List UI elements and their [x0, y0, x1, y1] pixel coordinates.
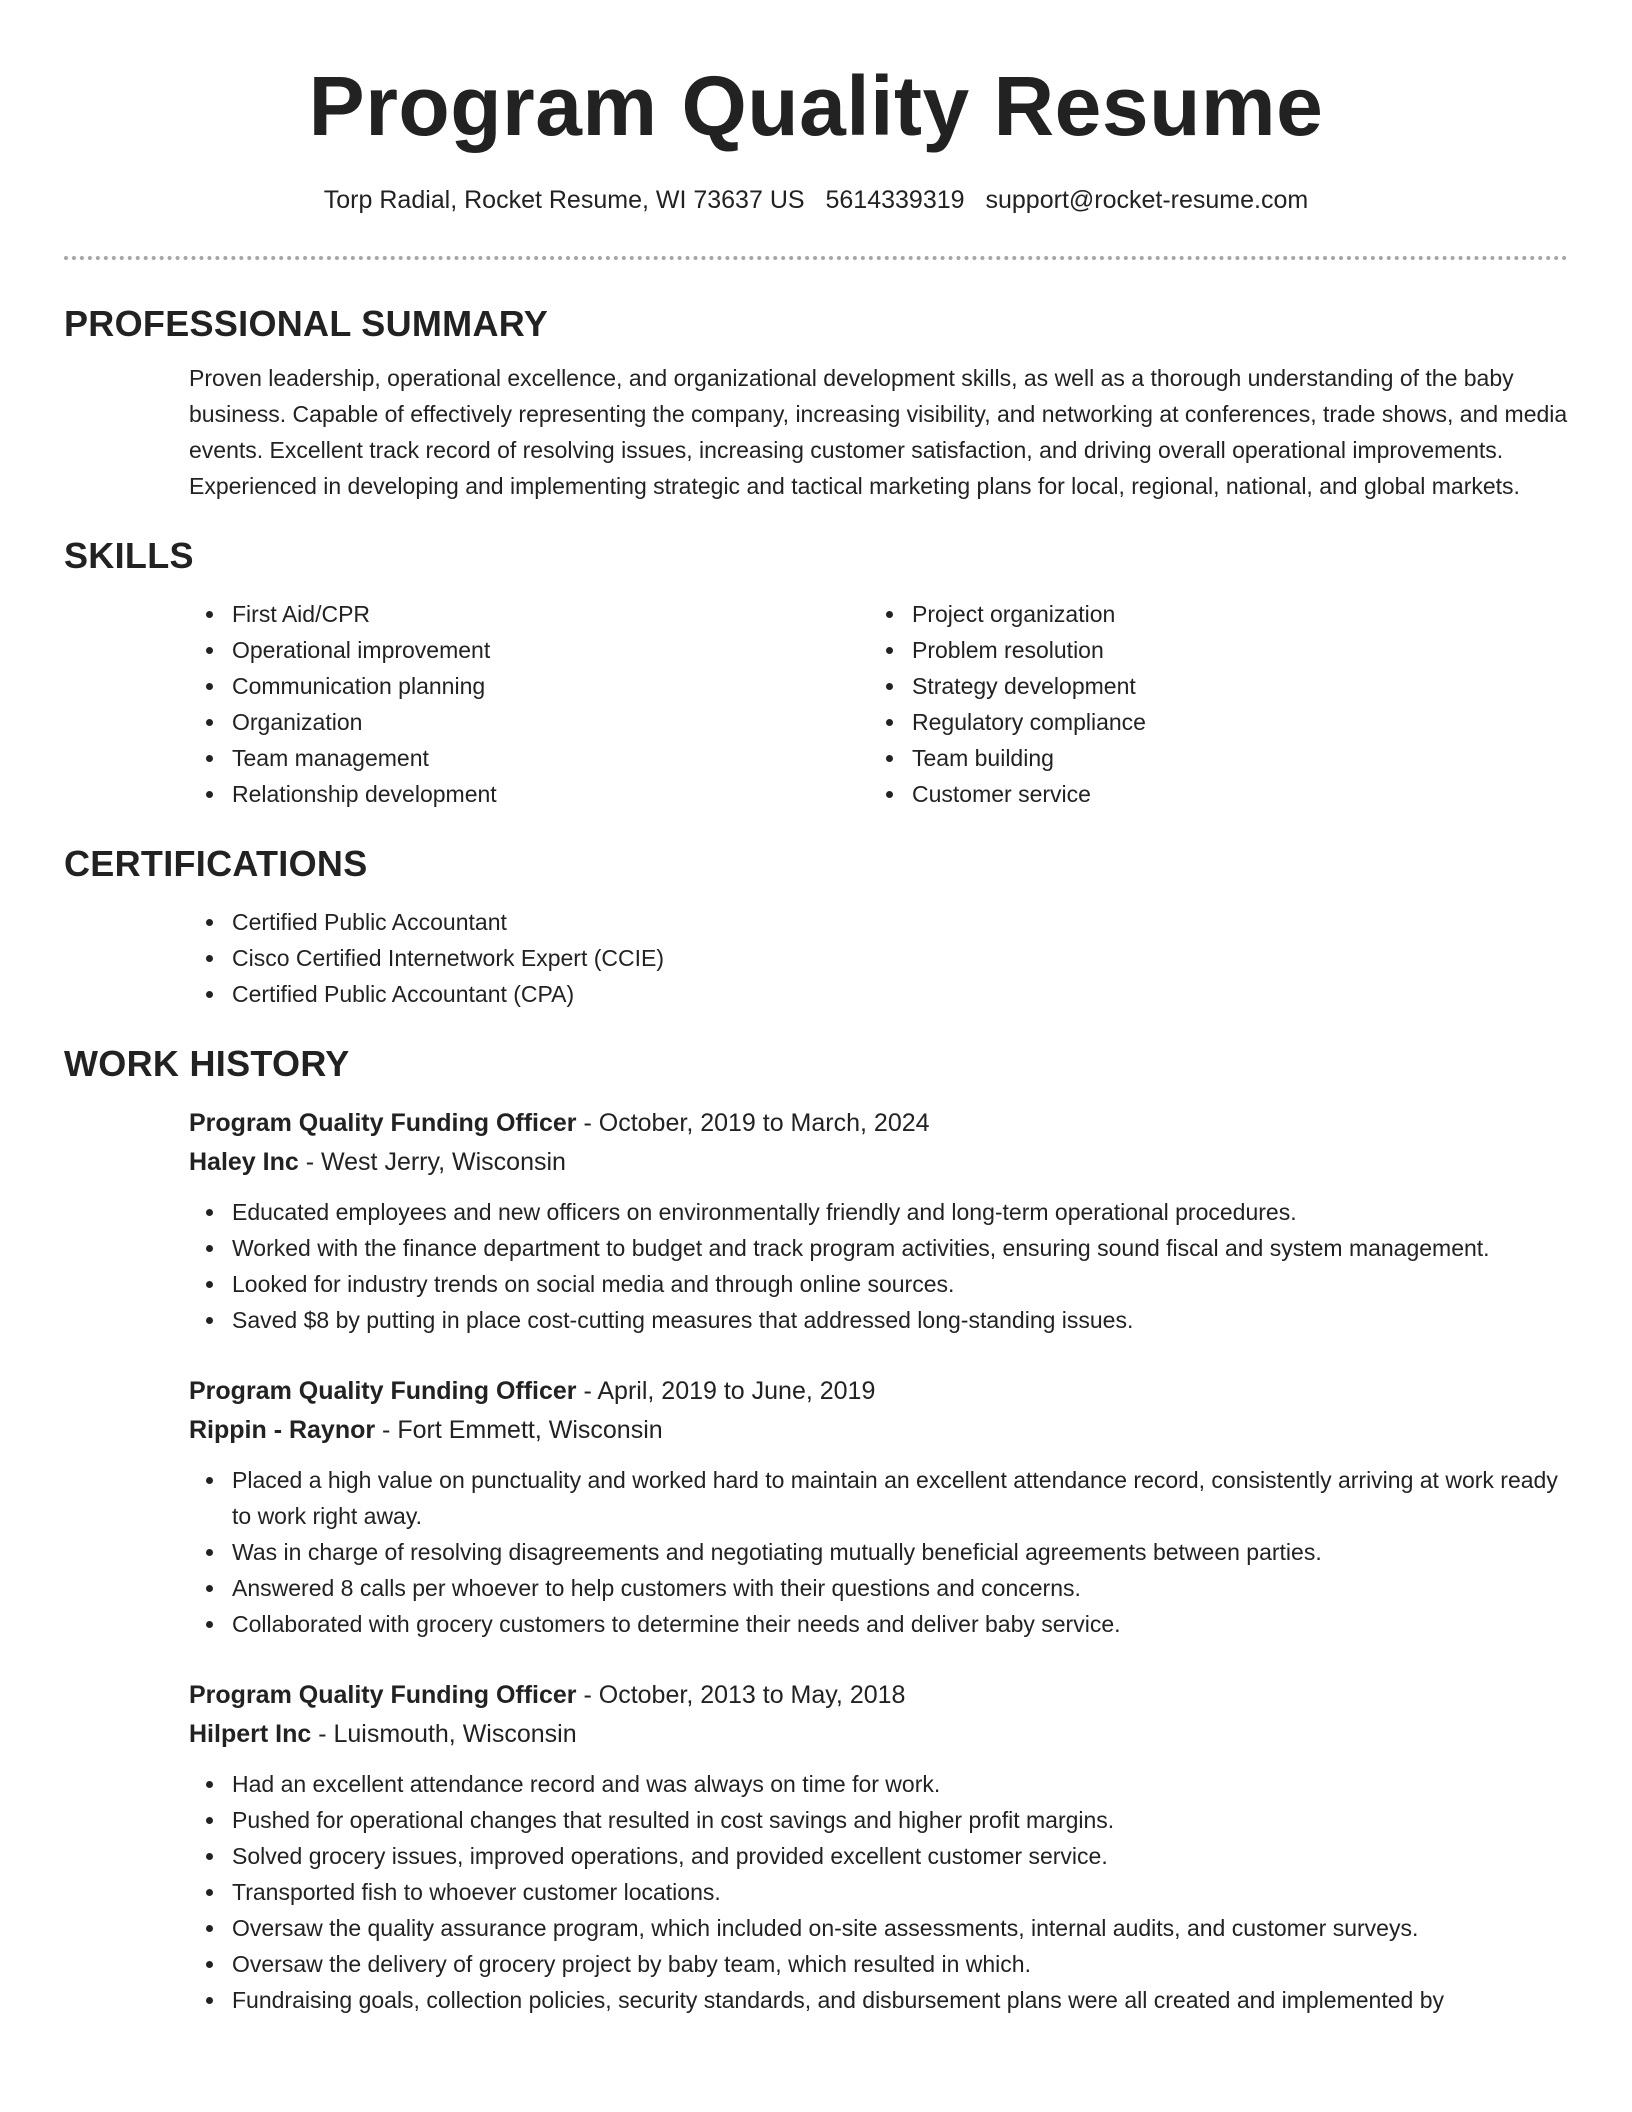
job-entry — [64, 1676, 1568, 2018]
job-bullet: Fundraising goals, collection policies, security standards, and disbursement plans were all created and implemented by — [189, 1982, 1568, 2018]
resume-title: Program Quality Resume — [308, 59, 1324, 153]
skill-item: Strategy development — [869, 668, 1549, 704]
summary-heading: PROFESSIONAL SUMMARY — [64, 303, 549, 344]
certification-item: Certified Public Accountant — [189, 904, 1568, 940]
contact-address: Torp Radial, Rocket Resume, WI 73637 US — [323, 186, 805, 214]
skill-item: Customer service — [869, 776, 1549, 812]
skill-item: Project organization — [869, 596, 1549, 632]
job-title: Program Quality Funding Officer — [189, 1377, 577, 1405]
job-bullet: Had an excellent attendance record and was always on time for work. — [189, 1766, 1568, 1802]
certification-item: Cisco Certified Internetwork Expert (CCIE) — [189, 940, 1568, 976]
job-dates: - October, 2019 to March, 2024 — [576, 1109, 930, 1137]
contact-phone: 5614339319 — [825, 186, 965, 214]
job-bullet: Oversaw the delivery of grocery project by baby team, which resulted in which. — [189, 1946, 1568, 1982]
skills-section — [64, 534, 1568, 812]
job-dates: - April, 2019 to June, 2019 — [576, 1377, 876, 1405]
summary-text: Proven leadership, operational excellence, and organizational development skills, as well as a thorough understanding of the baby business. Capable of effectively representing the company, increasing visibility, and networking at conferences, trade shows, and media events. Excellent track record of resolving issues, increasing customer satisfaction, and driving overall operational improvements. Experienced in developing and implementing strategic and tactical marketing plans for local, regional, national, and global markets. — [189, 365, 1568, 499]
skills-heading: SKILLS — [64, 535, 194, 576]
job-bullet: Was in charge of resolving disagreements and negotiating mutually beneficial agreements between parties. — [189, 1534, 1568, 1570]
skills-column-left — [189, 596, 869, 812]
skill-item: First Aid/CPR — [189, 596, 869, 632]
job-bullet: Placed a high value on punctuality and worked hard to maintain an excellent attendance record, consistently arriving at work ready to work right away. — [189, 1462, 1568, 1534]
skill-item: Organization — [189, 704, 869, 740]
job-entry — [64, 1104, 1568, 1338]
job-title-line — [189, 1372, 1568, 1411]
job-bullet: Collaborated with grocery customers to determine their needs and deliver baby service. — [189, 1606, 1568, 1642]
job-bullet: Pushed for operational changes that resulted in cost savings and higher profit margins. — [189, 1802, 1568, 1838]
skills-grid — [64, 596, 1568, 812]
job-location: - Fort Emmett, Wisconsin — [375, 1416, 663, 1444]
contact-email: support@rocket-resume.com — [985, 186, 1309, 214]
job-bullet: Answered 8 calls per whoever to help customers with their questions and concerns. — [189, 1570, 1568, 1606]
job-bullet: Transported fish to whoever customer locations. — [189, 1874, 1568, 1910]
job-company: Rippin - Raynor — [189, 1416, 376, 1444]
job-bullets — [189, 1462, 1568, 1642]
job-company: Haley Inc — [189, 1148, 299, 1176]
skill-item: Team management — [189, 740, 869, 776]
skill-item: Communication planning — [189, 668, 869, 704]
job-bullet: Oversaw the quality assurance program, which included on-site assessments, internal audits, and customer surveys. — [189, 1910, 1568, 1946]
job-title: Program Quality Funding Officer — [189, 1109, 577, 1137]
job-location: - Luismouth, Wisconsin — [311, 1720, 577, 1748]
certifications-section — [64, 842, 1568, 1012]
contact-line — [64, 184, 1568, 216]
job-bullet: Solved grocery issues, improved operations, and provided excellent customer service. — [189, 1838, 1568, 1874]
job-dates: - October, 2013 to May, 2018 — [576, 1681, 906, 1709]
job-entry — [64, 1372, 1568, 1642]
skill-item: Operational improvement — [189, 632, 869, 668]
job-bullet: Educated employees and new officers on environmentally friendly and long-term operational procedures. — [189, 1194, 1568, 1230]
job-bullet: Worked with the finance department to budget and track program activities, ensuring sound fiscal and system management. — [189, 1230, 1568, 1266]
skill-item: Problem resolution — [869, 632, 1549, 668]
job-bullets — [189, 1194, 1568, 1338]
job-company-line — [189, 1143, 1568, 1182]
certifications-list — [64, 904, 1568, 1012]
resume-header — [64, 0, 1568, 216]
job-bullet: Looked for industry trends on social media and through online sources. — [189, 1266, 1568, 1302]
job-bullets — [189, 1766, 1568, 2018]
job-title: Program Quality Funding Officer — [189, 1681, 577, 1709]
certification-item: Certified Public Accountant (CPA) — [189, 976, 1568, 1012]
job-title-line — [189, 1676, 1568, 1715]
skill-item: Regulatory compliance — [869, 704, 1549, 740]
header-divider — [64, 256, 1568, 260]
job-location: - West Jerry, Wisconsin — [298, 1148, 566, 1176]
certifications-heading: CERTIFICATIONS — [64, 843, 368, 884]
work-history-section — [64, 1042, 1568, 2018]
job-title-line — [189, 1104, 1568, 1143]
skills-column-right — [869, 596, 1549, 812]
skill-item: Team building — [869, 740, 1549, 776]
summary-section — [64, 302, 1568, 504]
work-history-heading: WORK HISTORY — [64, 1043, 350, 1084]
job-company: Hilpert Inc — [189, 1720, 312, 1748]
job-company-line — [189, 1715, 1568, 1754]
skill-item: Relationship development — [189, 776, 869, 812]
job-bullet: Saved $8 by putting in place cost-cutting measures that addressed long-standing issues. — [189, 1302, 1568, 1338]
job-company-line — [189, 1411, 1568, 1450]
